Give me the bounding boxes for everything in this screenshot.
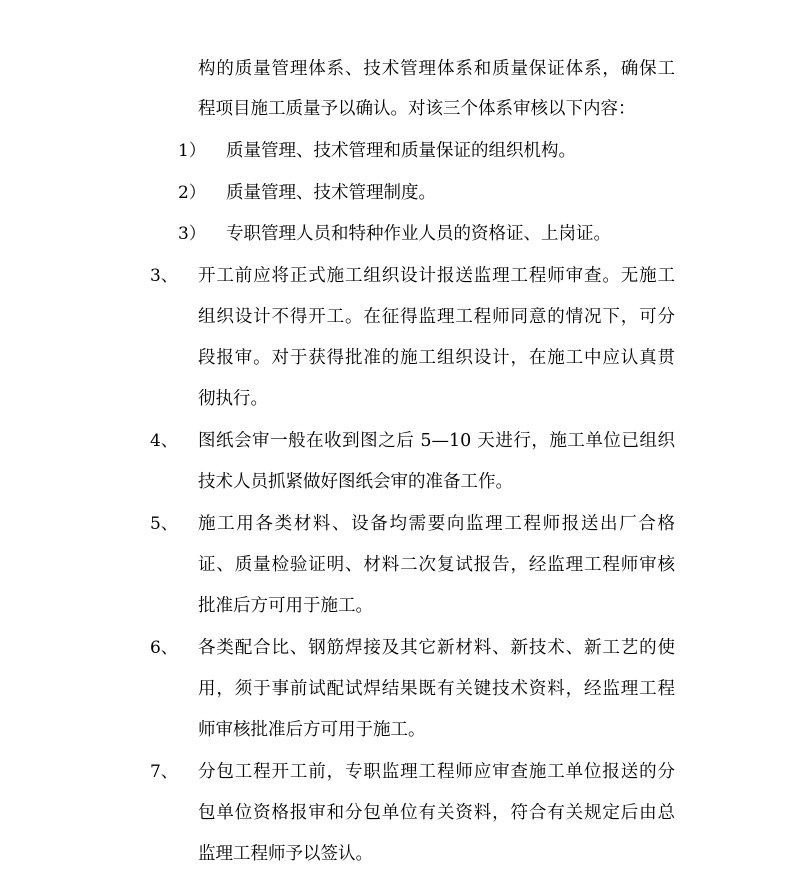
subitem-text: 质量管理、技术管理和质量保证的组织机构。 xyxy=(226,141,576,161)
item-line: 开工前应将正式施工组织设计报送监理工程师审查。无施工 xyxy=(198,266,675,286)
item-number: 5、 xyxy=(150,514,178,534)
item-line: 批准后方可用于施工。 xyxy=(198,596,373,616)
item-number: 7、 xyxy=(150,762,178,782)
intro-line: 程项目施工质量予以确认。对该三个体系审核以下内容： xyxy=(198,99,636,119)
item-line: 监理工程师予以签认。 xyxy=(198,844,373,864)
subitem-number: 1） xyxy=(178,141,206,161)
item-line: 证、质量检验证明、材料二次复试报告，经监理工程师审核 xyxy=(198,555,675,575)
item-number: 4、 xyxy=(150,431,178,451)
item-line: 分包工程开工前，专职监理工程师应审查施工单位报送的分 xyxy=(198,762,675,782)
item-line: 技术人员抓紧做好图纸会审的准备工作。 xyxy=(198,472,513,492)
item-number: 6、 xyxy=(150,638,178,658)
item-line: 用，须于事前试配试焊结果既有关键技术资料，经监理工程 xyxy=(198,679,675,699)
subitem-number: 3） xyxy=(178,224,206,244)
item-line: 图纸会审一般在收到图之后 5—10 天进行，施工单位已组织 xyxy=(198,431,675,451)
item-line: 包单位资格报审和分包单位有关资料，符合有关规定后由总 xyxy=(198,803,675,823)
subitem-text: 质量管理、技术管理制度。 xyxy=(226,183,436,203)
item-line: 各类配合比、钢筋焊接及其它新材料、新技术、新工艺的使 xyxy=(198,638,675,658)
subitem-number: 2） xyxy=(178,183,206,203)
item-line: 师审核批准后方可用于施工。 xyxy=(198,720,426,740)
item-line: 施工用各类材料、设备均需要向监理工程师报送出厂合格 xyxy=(198,514,675,534)
item-line: 组织设计不得开工。在征得监理工程师同意的情况下，可分 xyxy=(198,307,675,327)
item-number: 3、 xyxy=(150,266,178,286)
item-line: 彻执行。 xyxy=(198,389,268,409)
intro-line: 构的质量管理体系、技术管理体系和质量保证体系，确保工 xyxy=(198,59,675,79)
subitem-text: 专职管理人员和特种作业人员的资格证、上岗证。 xyxy=(226,224,611,244)
item-line: 段报审。对于获得批准的施工组织设计，在施工中应认真贯 xyxy=(198,348,675,368)
